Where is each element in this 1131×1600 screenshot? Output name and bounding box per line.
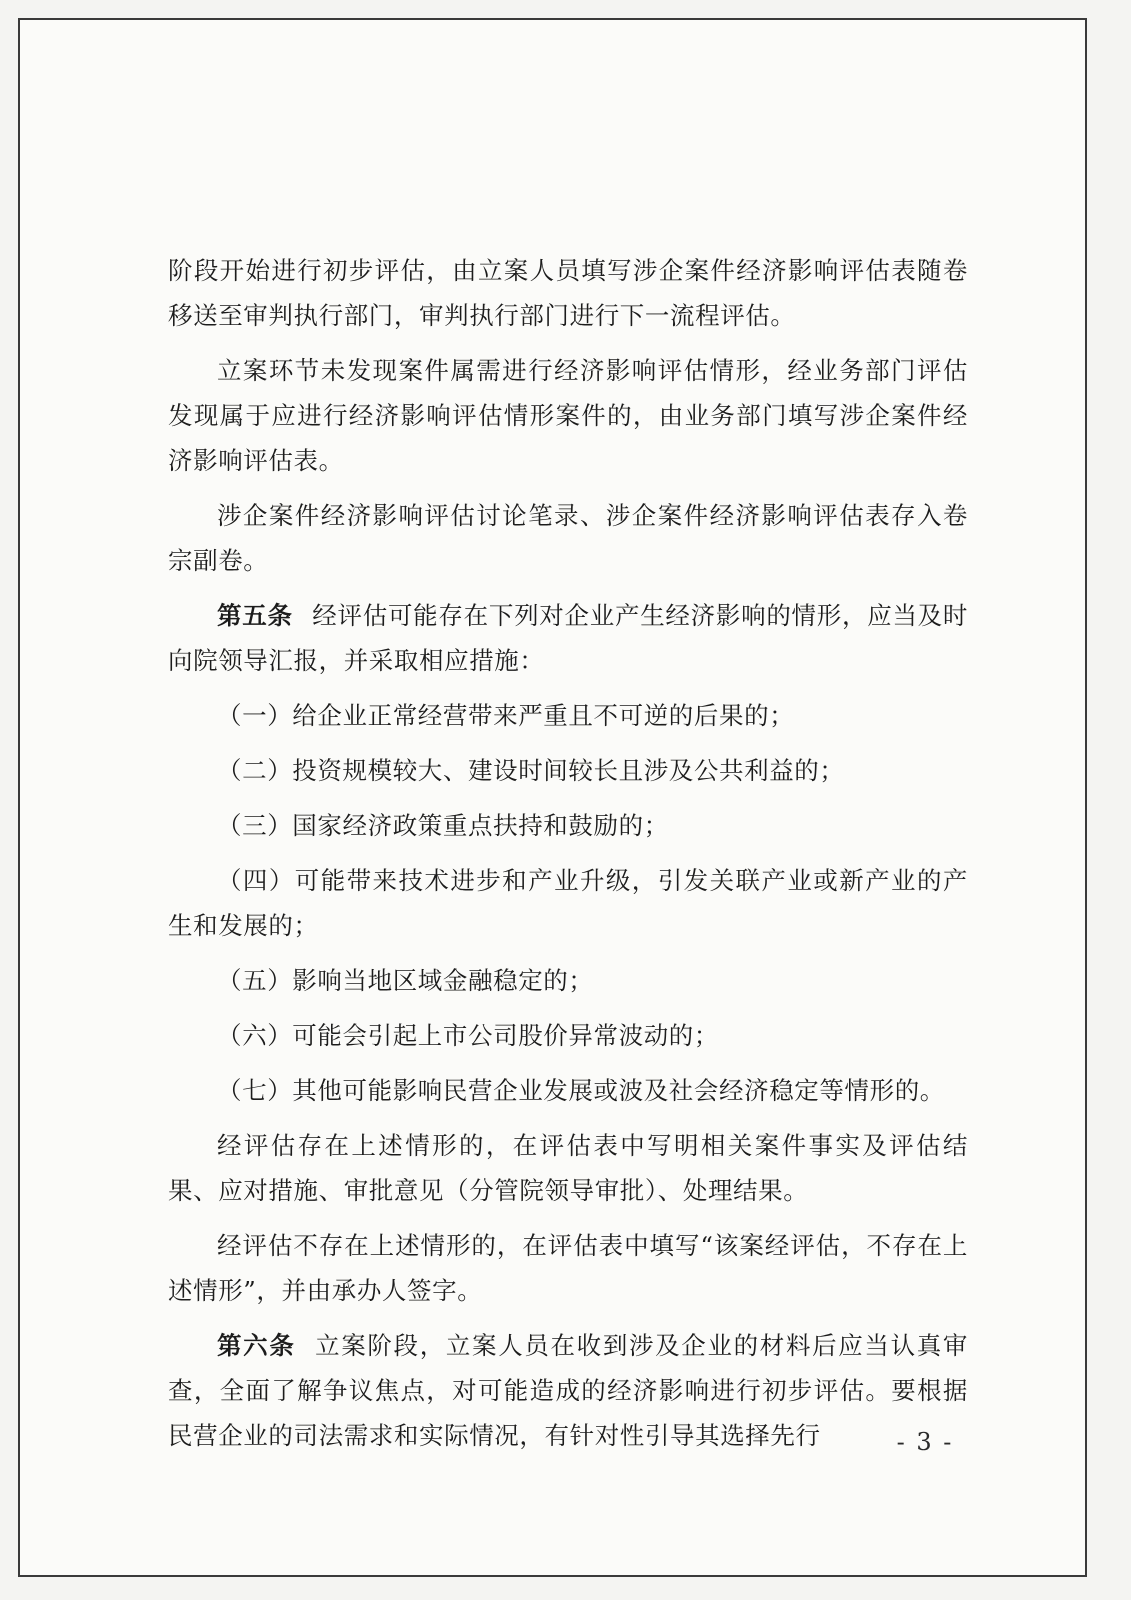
list-item: （六）可能会引起上市公司股价异常波动的；	[217, 1021, 719, 1050]
list-item: （五）影响当地区域金融稳定的；	[217, 966, 594, 995]
paragraph: 涉企案件经济影响评估讨论笔录、涉企案件经济影响评估表存入卷宗副卷。	[168, 501, 968, 575]
list-item: （三）国家经济政策重点扶持和鼓励的；	[217, 811, 669, 840]
paragraph: 立案环节未发现案件属需进行经济影响评估情形，经业务部门评估发现属于应进行经济影响评估情形案件的，由业务部门填写涉企案件经济影响评估表。	[168, 356, 968, 475]
article-heading: 第五条	[217, 601, 293, 630]
article-text: 立案阶段，立案人员在收到涉及企业的材料后应当认真审查，全面了解争议焦点，对可能造成的经济影响进行初步评估。要根据民营企业的司法需求和实际情况，有针对性引导其选择先行	[168, 1331, 968, 1450]
list-item: （七）其他可能影响民营企业发展或波及社会经济稳定等情形的。	[217, 1076, 945, 1105]
list-item: （二）投资规模较大、建设时间较长且涉及公共利益的；	[217, 756, 845, 785]
list-item: （一）给企业正常经营带来严重且不可逆的后果的；	[217, 701, 795, 730]
document-body	[168, 248, 968, 1468]
page-number: - 3 -	[896, 1428, 954, 1456]
list-item: （四）可能带来技术进步和产业升级，引发关联产业或新产业的产生和发展的；	[168, 866, 968, 940]
article-paragraph	[168, 1323, 968, 1458]
paragraph: 经评估存在上述情形的，在评估表中写明相关案件事实及评估结果、应对措施、审批意见（分管院领导审批）、处理结果。	[168, 1131, 968, 1205]
document-page	[18, 18, 1087, 1577]
paragraph: 经评估不存在上述情形的，在评估表中填写“该案经评估，不存在上述情形”，并由承办人签字。	[168, 1231, 968, 1305]
article-heading: 第六条	[217, 1331, 296, 1360]
article-text: 经评估可能存在下列对企业产生经济影响的情形，应当及时向院领导汇报，并采取相应措施：	[168, 601, 968, 675]
article-paragraph	[168, 593, 968, 683]
paragraph: 阶段开始进行初步评估，由立案人员填写涉企案件经济影响评估表随卷移送至审判执行部门，审判执行部门进行下一流程评估。	[168, 256, 968, 330]
